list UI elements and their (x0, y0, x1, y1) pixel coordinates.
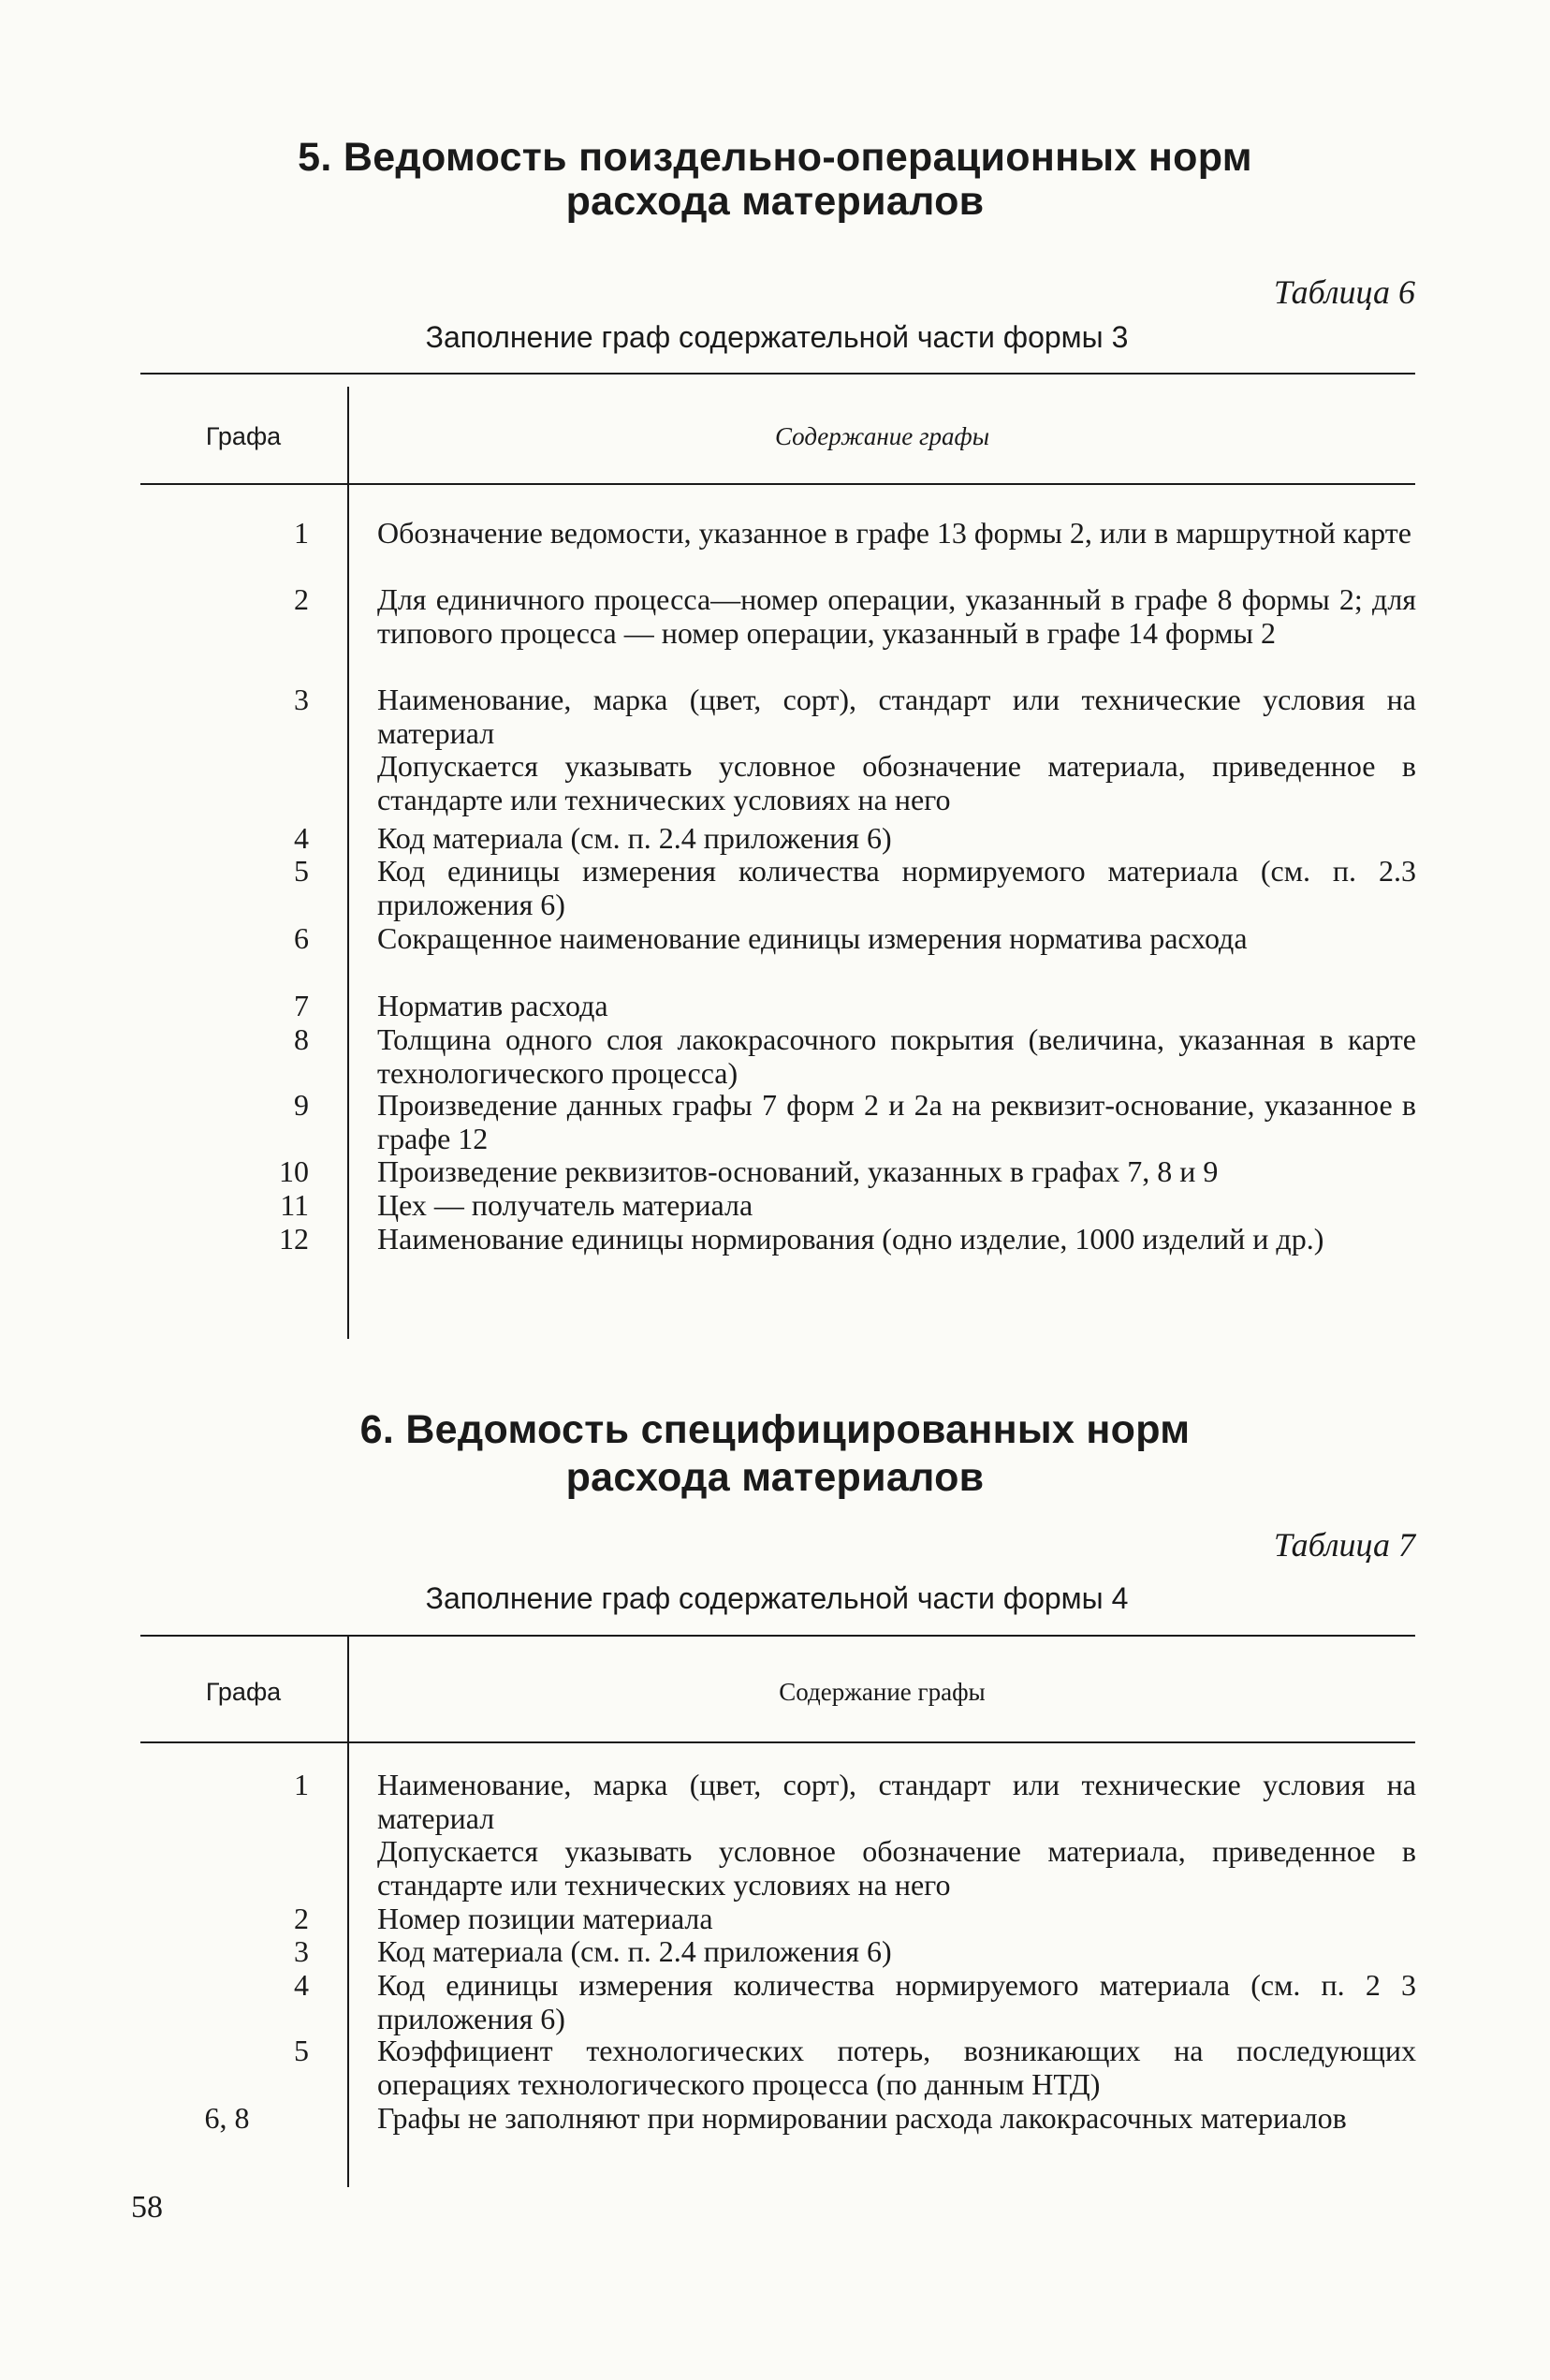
row-number: 3 (294, 1934, 309, 1968)
table-7-header-rule (140, 1741, 1415, 1743)
row-paragraph: Для единичного процесса—номер операции, указанный в графе 8 формы 2; для типового процесса — номер операции, указанный в графе 14 формы 2 (377, 582, 1416, 650)
section-5-heading-line1: 5. Ведомость поиздельно-операционных норм (298, 135, 1252, 180)
table-6-column-divider (347, 387, 349, 1339)
row-description (377, 583, 1416, 650)
row-description (377, 1969, 1416, 2035)
row-number: 10 (279, 1154, 309, 1188)
page-number: 58 (131, 2190, 163, 2225)
row-paragraph: Код материала (см. п. 2.4 приложения 6) (377, 1934, 892, 1968)
row-description (377, 1023, 1416, 1090)
table-7-header-graf: Графа (205, 1678, 282, 1706)
row-number: 4 (294, 821, 309, 855)
row-description (377, 1935, 1416, 1969)
row-paragraph: Графы не заполняют при нормировании расхода лакокрасочных материалов (377, 2101, 1347, 2135)
row-paragraph: Произведение реквизитов-оснований, указанных в графах 7, 8 и 9 (377, 1154, 1219, 1188)
table-6-header-content: Содержание графы (774, 422, 989, 450)
row-number: 6, 8 (204, 2101, 250, 2135)
section-6-heading-line1: 6. Ведомость специфицированных норм (359, 1407, 1191, 1452)
row-number: 5 (294, 854, 309, 888)
table-6-label: Таблица 6 (1273, 273, 1415, 311)
row-paragraph: Код единицы измерения количества нормируемого материала (см. п. 2 3 приложения 6) (377, 1968, 1416, 2035)
row-number: 7 (294, 989, 309, 1022)
row-paragraph: Произведение данных графы 7 форм 2 и 2а на реквизит-основание, указанное в графе 12 (377, 1088, 1416, 1155)
row-paragraph: Цех — получатель материала (377, 1188, 753, 1222)
row-paragraph: Обозначение ведомости, указанное в графе 13 формы 2, или в маршрутной карте (377, 516, 1411, 550)
section-6-heading-line2: расхода материалов (565, 1455, 985, 1500)
row-description (377, 822, 1416, 856)
row-number: 5 (294, 2034, 309, 2067)
row-number: 4 (294, 1968, 309, 2002)
row-description (377, 517, 1416, 551)
row-paragraph: Код единицы измерения количества нормируемого материала (см. п. 2.3 приложения 6) (377, 854, 1416, 921)
row-description (377, 1223, 1416, 1256)
row-description (377, 1903, 1416, 1936)
row-paragraph: Наименование единицы нормирования (одно изделие, 1000 изделий и др.) (377, 1222, 1324, 1256)
row-paragraph: Коэффициент технологических потерь, возникающих на последующих операциях технологического процесса (по данным НТД) (377, 2034, 1416, 2101)
row-number: 3 (294, 683, 309, 716)
table-7-label: Таблица 7 (1273, 1526, 1415, 1564)
table-7-column-divider (347, 1635, 349, 2187)
row-number: 1 (294, 1768, 309, 1801)
row-description (377, 1189, 1416, 1223)
row-paragraph: Код материала (см. п. 2.4 приложения 6) (377, 821, 892, 855)
table-7-header-content: Содержание графы (779, 1678, 986, 1706)
table-7-top-rule (140, 1635, 1415, 1637)
row-paragraph: Допускается указывать условное обозначение материала, приведенное в стандарте или технических условиях на него (377, 749, 1416, 817)
row-number: 11 (280, 1188, 309, 1222)
table-6-title: Заполнение граф содержательной части формы 3 (425, 320, 1129, 354)
row-paragraph: Сокращенное наименование единицы измерения норматива расхода (377, 921, 1248, 955)
table-6-header-rule (140, 483, 1415, 485)
row-number: 9 (294, 1088, 309, 1122)
row-description (377, 2035, 1416, 2101)
row-paragraph: Наименование, марка (цвет, сорт), стандарт или технические условия на материал (377, 1768, 1416, 1835)
row-paragraph: Допускается указывать условное обозначение материала, приведенное в стандарте или технических условиях на него (377, 1834, 1416, 1903)
row-number: 12 (279, 1222, 309, 1256)
table-6-top-rule (140, 373, 1415, 375)
table-6-header-graf: Графа (205, 422, 282, 450)
row-description (377, 922, 1416, 956)
row-description (377, 1155, 1416, 1189)
row-number: 2 (294, 582, 309, 616)
row-description (377, 1089, 1416, 1155)
row-paragraph: Наименование, марка (цвет, сорт), стандарт или технические условия на материал (377, 683, 1416, 750)
row-paragraph: Толщина одного слоя лакокрасочного покрытия (величина, указанная в карте технологического процесса) (377, 1022, 1416, 1090)
row-description (377, 990, 1416, 1023)
row-description (377, 683, 1416, 817)
row-number: 1 (294, 516, 309, 550)
row-number: 6 (294, 921, 309, 955)
section-5-heading-line2: расхода материалов (565, 179, 985, 224)
row-number: 8 (294, 1022, 309, 1056)
row-paragraph: Номер позиции материала (377, 1902, 713, 1935)
row-description (377, 1769, 1416, 1903)
row-number: 2 (294, 1902, 309, 1935)
table-7-title: Заполнение граф содержательной части формы 4 (425, 1581, 1129, 1615)
row-description (377, 855, 1416, 921)
row-description (377, 2102, 1416, 2136)
row-paragraph: Норматив расхода (377, 989, 608, 1022)
